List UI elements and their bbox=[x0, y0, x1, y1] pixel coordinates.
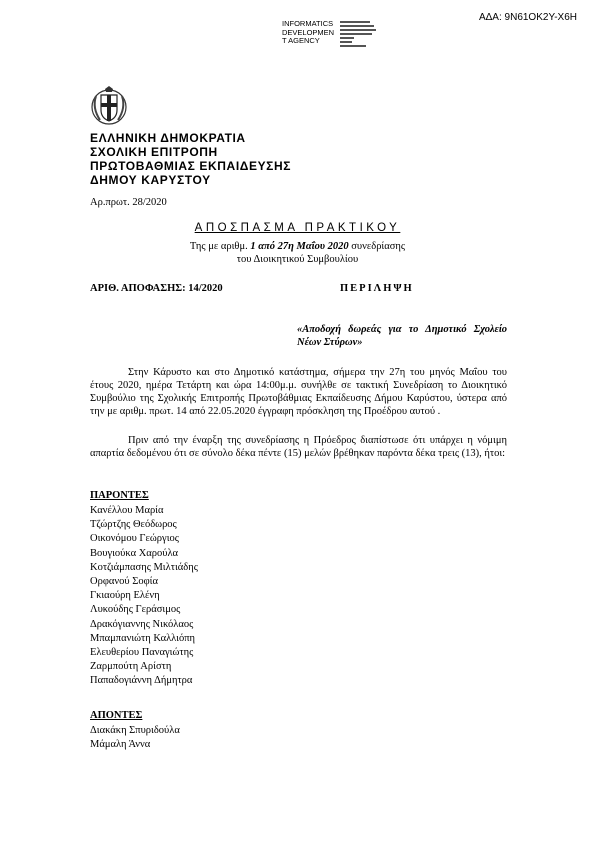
document-title-text: ΑΠΟΣΠΑΣΜΑ ΠΡΑΚΤΙΚΟΥ bbox=[194, 222, 401, 234]
document-title bbox=[0, 222, 595, 234]
list-item: Ζαρμπούτη Αρίστη bbox=[90, 661, 172, 673]
summary-label: ΠΕΡΙΛΗΨΗ bbox=[340, 283, 414, 294]
list-item: Ορφανού Σοφία bbox=[90, 576, 158, 588]
ida-logo-line: INFORMATICS bbox=[282, 19, 334, 28]
list-item: Γκιαούρη Ελένη bbox=[90, 590, 160, 602]
list-item: Μπαμπανιώτη Καλλιόπη bbox=[90, 632, 196, 644]
intro-text: συνεδρίασης bbox=[348, 241, 406, 252]
intro-text: Της με αριθμ. bbox=[189, 241, 251, 252]
list-item: Κοτζιάμπασης Μιλτιάδης bbox=[90, 561, 198, 573]
header-line: ΔΗΜΟΥ ΚΑΡΥΣΤΟΥ bbox=[90, 173, 211, 187]
present-title: ΠΑΡΟΝΤΕΣ bbox=[90, 490, 149, 501]
decision-subject: «Αποδοχή δωρεάς για το Δημοτικό Σχολείο Νέων Στύρων» bbox=[297, 324, 507, 348]
list-item: Οικονόμου Γεώργιος bbox=[90, 533, 179, 545]
list-item: Ελευθερίου Παναγιώτης bbox=[90, 647, 194, 659]
intro-line-1 bbox=[0, 240, 595, 253]
intro-line-2: του Διοικητικού Συμβουλίου bbox=[236, 254, 359, 265]
list-item: Διακάκη Σπυριδούλα bbox=[90, 725, 180, 736]
header-line: ΕΛΛΗΝΙΚΗ ΔΗΜΟΚΡΑΤΙΑ bbox=[90, 131, 246, 145]
header-line: ΠΡΩΤΟΒΑΘΜΙΑΣ ΕΚΠΑΙΔΕΥΣΗΣ bbox=[90, 159, 292, 173]
list-item: Λυκούδης Γεράσιμος bbox=[90, 604, 181, 616]
body-paragraph-2: Πριν από την έναρξη της συνεδρίασης η Πρόεδρος διαπίστωσε ότι υπάρχει η νόμιμη απαρτία δεδομένου ότι σε σύνολο δέκα πέντε (15) μελών βρέθηκαν παρόντα δέκα τρεις (13), ήτοι: bbox=[90, 435, 507, 459]
ida-logo bbox=[282, 20, 334, 46]
header-line: ΣΧΟΛΙΚΗ ΕΠΙΤΡΟΠΗ bbox=[90, 145, 218, 159]
protocol-number: Αρ.πρωτ. 28/2020 bbox=[90, 197, 167, 208]
body-paragraph-1: Στην Κάρυστο και στο Δημοτικό κατάστημα, σήμερα την 27η του μηνός Μαΐου του έτους 2020, ημέρα Τετάρτη και ώρα 14:00μ.μ. συνήλθε σε τακτική Συνεδρίαση το Διοικητικό Συμβούλιο της Σχολικής Επιτροπής Πρωτοβάθμιας Εκπαίδευσης Δήμου Καρύστου, ύστερα από την με αριθμ. πρωτ. 14 από 22.05.2020 έγγραφη πρόσκληση της Προέδρου αυτού . bbox=[90, 367, 507, 417]
header-block bbox=[90, 131, 291, 187]
ida-logo-line: DEVELOPMEN bbox=[282, 27, 335, 37]
list-item: Παπαδογιάννη Δήμητρα bbox=[90, 675, 193, 687]
ida-fineprint-graphic bbox=[340, 20, 380, 50]
decision-number: ΑΡΙΘ. ΑΠΟΦΑΣΗΣ: 14/2020 bbox=[90, 283, 223, 294]
absent-title: ΑΠΟΝΤΕΣ bbox=[90, 710, 143, 721]
list-item: Βουγιούκα Χαρούλα bbox=[90, 547, 179, 559]
ada-code: ΑΔΑ: 9Ν61ΟΚ2Υ-Χ6Η bbox=[478, 12, 577, 23]
list-item: Δρακόγιαννης Νικόλαος bbox=[90, 618, 194, 630]
absent-list bbox=[90, 724, 180, 752]
ida-logo-line: T AGENCY bbox=[282, 36, 320, 45]
list-item: Μάμαλη Άννα bbox=[90, 739, 151, 751]
ida-logo-fineprint bbox=[340, 20, 380, 51]
meeting-intro bbox=[0, 240, 595, 266]
meeting-date: 1 από 27η Μαΐου 2020 bbox=[250, 241, 349, 252]
present-list bbox=[90, 504, 198, 689]
list-item: Τζώρτζης Θεόδωρος bbox=[90, 519, 177, 531]
greek-emblem-icon bbox=[90, 86, 128, 126]
list-item: Κανέλλου Μαρία bbox=[90, 505, 164, 516]
